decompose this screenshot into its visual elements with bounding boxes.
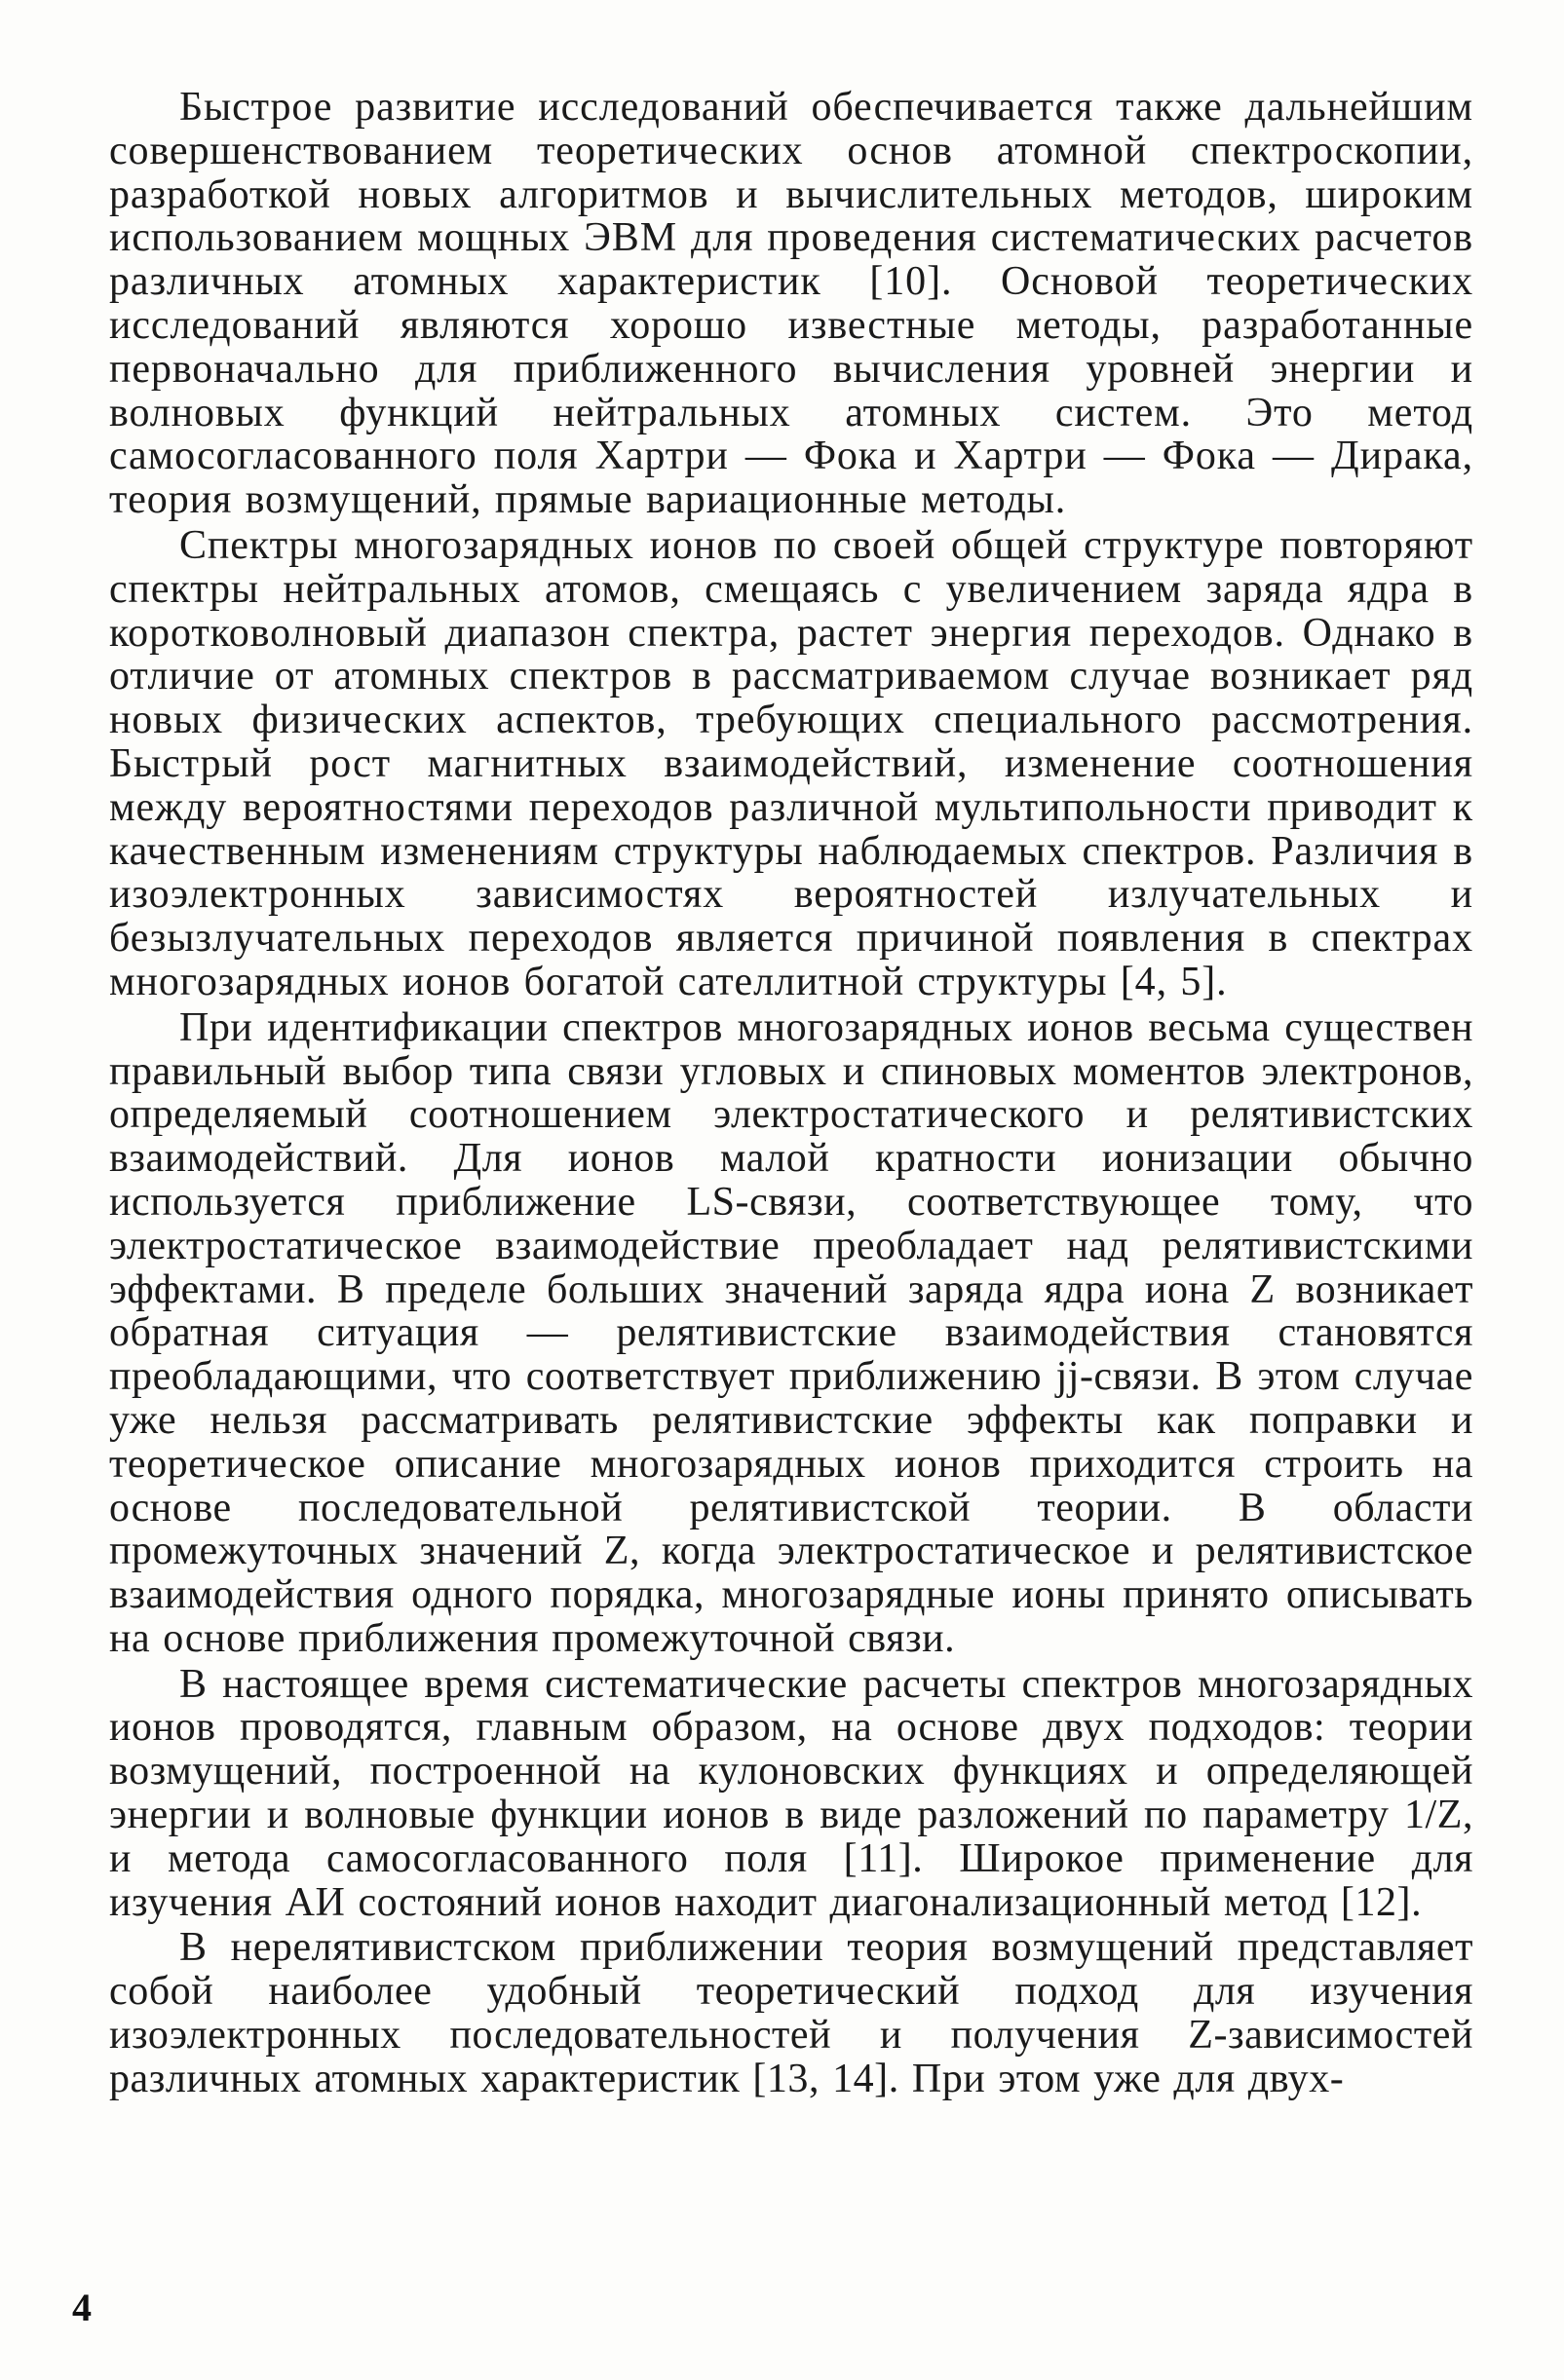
paragraph-3: При идентификации спектров многозарядных ионов весьма существен правильный выбор типа связи угловых и спиновых моментов электронов, определяемый соотношением электростатического и релятивистских взаимодействий. Для ионов малой кратности ионизации обычно используется приближение LS-связи, соответствующее тому, что электростатическое взаимодействие преобладает над релятивистскими эффектами. В пределе больших значений заряда ядра иона Z возникает обратная ситуация — релятивистские взаимодействия становятся преобладающими, что соответствует приближению jj-связи. В этом случае уже нельзя рассматривать релятивистские эффекты как поправки и теоретическое описание многозарядных ионов приходится строить на основе последовательной релятивистской теории. В области промежуточных значений Z, когда электростатическое и релятивистское взаимодействия одного порядка, многозарядные ионы принято описывать на основе приближения промежуточной связи. xyxy=(109,1004,1473,1661)
body-text xyxy=(109,86,1473,2103)
paragraph-2: Спектры многозарядных ионов по своей общей структуре повторяют спектры нейтральных атомов, смещаясь с увеличением заряда ядра в коротковолновый диапазон спектра, растет энергия переходов. Однако в отличие от атомных спектров в рассматриваемом случае возникает ряд новых физических аспектов, требующих специального рассмотрения. Быстрый рост магнитных взаимодействий, изменение соотношения между вероятностями переходов различной мультипольности приводит к качественным изменениям структуры наблюдаемых спектров. Различия в изоэлектронных зависимостях вероятностей излучательных и безызлучательных переходов является причиной появления в спектрах многозарядных ионов богатой сателлитной структуры [4, 5]. xyxy=(109,522,1473,1004)
paragraph-4: В настоящее время систематические расчеты спектров многозарядных ионов проводятся, главным образом, на основе двух подходов: теории возмущений, построенной на кулоновских функциях и определяющей энергии и волновые функции ионов в виде разложений по параметру 1/Z, и метода самосогласованного поля [11]. Широкое применение для изучения АИ состояний ионов находит диагонализационный метод [12]. xyxy=(109,1661,1473,1925)
page-number: 4 xyxy=(72,2286,92,2329)
paragraph-1: Быстрое развитие исследований обеспечивается также дальнейшим совершенствованием теоретических основ атомной спектроскопии, разработкой новых алгоритмов и вычислительных методов, широким использованием мощных ЭВМ для проведения систематических расчетов различных атомных характеристик [10]. Основой теоретических исследований являются хорошо известные методы, разработанные первоначально для приближенного вычисления уровней энергии и волновых функций нейтральных атомных систем. Это метод самосогласованного поля Хартри — Фока и Хартри — Фока — Дирака, теория возмущений, прямые вариационные методы. xyxy=(109,85,1473,523)
paragraph-5: В нерелятивистском приближении теория возмущений представляет собой наиболее удобный теоретический подход для изучения изоэлектронных последовательностей и получения Z-зависимостей различных атомных характеристик [13, 14]. При этом уже для двух- xyxy=(109,1925,1473,2101)
